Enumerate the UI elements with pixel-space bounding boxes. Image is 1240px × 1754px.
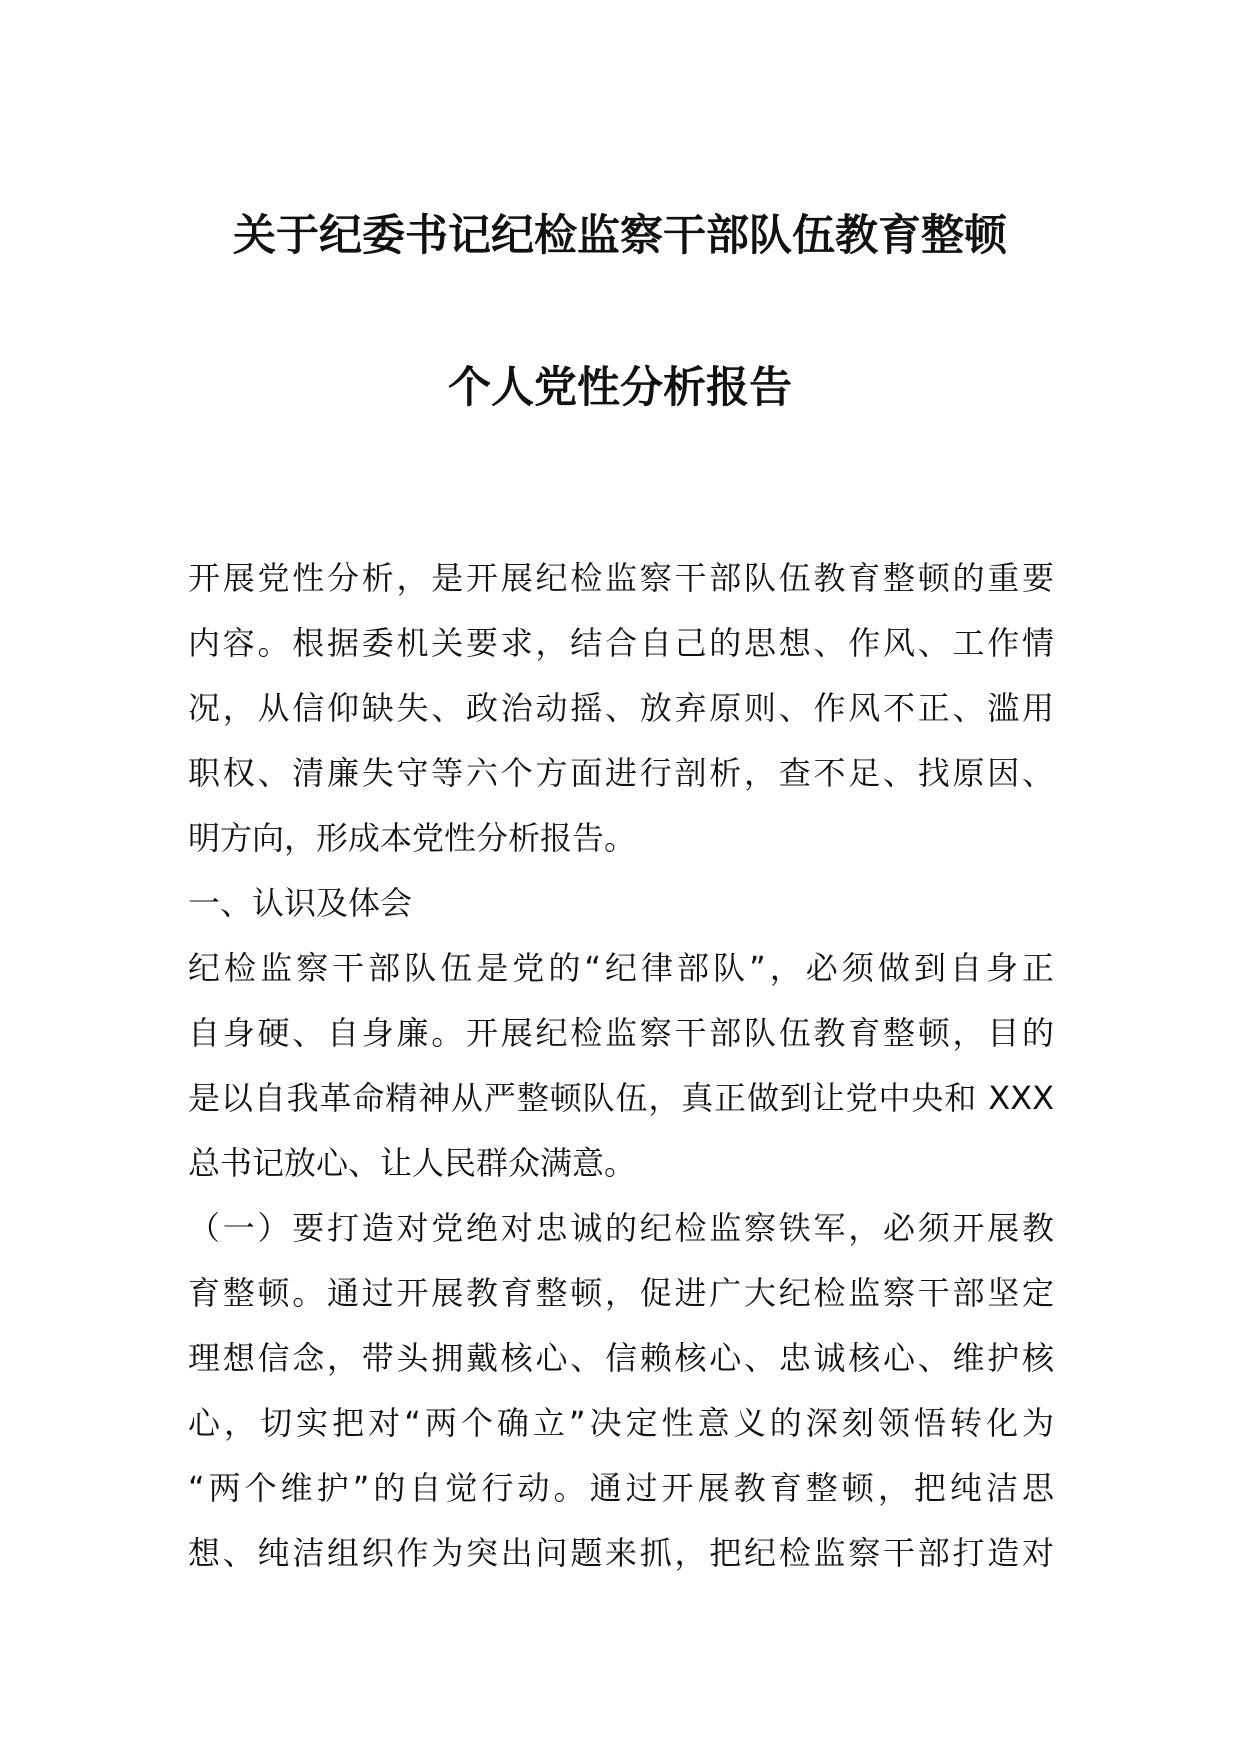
document-title-line-2: 个人党性分析报告 [448, 363, 792, 413]
body-line-15: “两个维护”的自觉行动。通过开展教育整顿，把纯洁思 [188, 1469, 1054, 1507]
body-line-12: 育整顿。通过开展教育整顿，促进广大纪检监察干部坚定 [188, 1274, 1054, 1312]
body-line-4: 职权、清廉失守等六个方面进行剖析，查不足、找原因、 [188, 754, 1054, 792]
body-line-9: 是以自我革命精神从严整顿队伍，真正做到让党中央和 XXX [188, 1079, 1054, 1117]
body-line-14: 心，切实把对“两个确立”决定性意义的深刻领悟转化为 [188, 1404, 1054, 1442]
body-line-13: 理想信念，带头拥戴核心、信赖核心、忠诚核心、维护核 [188, 1339, 1054, 1377]
body-line-7: 纪检监察干部队伍是党的“纪律部队”，必须做到自身正 [188, 949, 1054, 987]
body-line-16: 想、纯洁组织作为突出问题来抓，把纪检监察干部打造对 [188, 1534, 1054, 1572]
body-line-8: 自身硬、自身廉。开展纪检监察干部队伍教育整顿，目的 [188, 1014, 1054, 1052]
body-line-11: （一）要打造对党绝对忠诚的纪检监察铁军，必须开展教 [188, 1209, 1054, 1247]
body-line-5: 明方向，形成本党性分析报告。 [188, 819, 637, 857]
body-line-10: 总书记放心、让人民群众满意。 [188, 1144, 637, 1182]
body-line-1: 开展党性分析，是开展纪检监察干部队伍教育整顿的重要 [188, 559, 1054, 597]
document-body [188, 546, 1054, 1586]
body-line-2: 内容。根据委机关要求，结合自己的思想、作风、工作情 [188, 624, 1054, 662]
section-heading: 一、认识及体会 [188, 884, 413, 922]
document-title-line-1: 关于纪委书记纪检监察干部队伍教育整顿 [233, 211, 1007, 261]
body-line-3: 况，从信仰缺失、政治动摇、放弃原则、作风不正、滥用 [188, 689, 1054, 727]
